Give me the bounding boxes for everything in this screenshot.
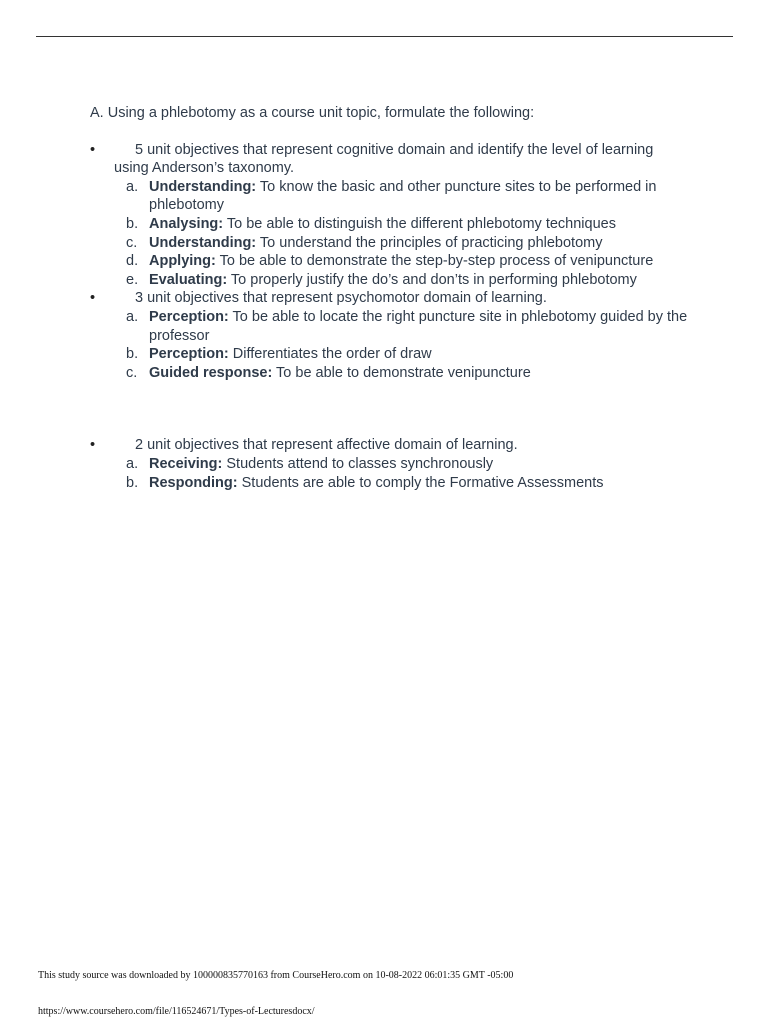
bullet-affective bbox=[90, 436, 690, 455]
list-item bbox=[90, 308, 690, 345]
blank-space bbox=[90, 382, 690, 436]
list-item bbox=[90, 364, 690, 383]
list-item bbox=[90, 215, 690, 234]
objective-level: Evaluating: bbox=[149, 271, 228, 288]
bullet-icon: • bbox=[90, 290, 96, 307]
list-marker: b. bbox=[126, 474, 139, 491]
objective-level: Understanding: bbox=[149, 234, 257, 251]
objective-level: Perception: bbox=[149, 308, 229, 325]
objective-description: To be able to locate the right puncture site in phlebotomy guided by the professor bbox=[149, 308, 688, 344]
objective-level: Guided response: bbox=[149, 364, 273, 381]
list-item bbox=[90, 178, 690, 215]
list-marker: c. bbox=[126, 364, 138, 381]
bullet-text: 2 unit objectives that represent affective domain of learning. bbox=[135, 437, 518, 454]
top-divider bbox=[36, 36, 733, 37]
objective-level: Understanding: bbox=[149, 178, 257, 195]
objective-description: To properly justify the do’s and don’ts in performing phlebotomy bbox=[227, 271, 637, 288]
bullet-text: 5 unit objectives that represent cognitive domain and identify the level of learning using Anderson’s taxonomy. bbox=[114, 141, 654, 177]
list-marker: d. bbox=[126, 253, 139, 270]
bullet-psychomotor bbox=[90, 289, 690, 308]
bullet-icon: • bbox=[90, 437, 96, 454]
objective-description: Students are able to comply the Formative Assessments bbox=[237, 474, 604, 491]
objective-description: Students attend to classes synchronously bbox=[222, 455, 494, 472]
affective-objectives-list bbox=[90, 455, 690, 492]
objective-level: Applying: bbox=[149, 253, 216, 270]
download-notice: This study source was downloaded by 100000835770163 from CourseHero.com on 10-08-2022 06:01:35 GMT -05:00 bbox=[38, 970, 514, 981]
list-item bbox=[90, 271, 690, 290]
list-marker: a. bbox=[126, 455, 139, 472]
bullet-text: 3 unit objectives that represent psychomotor domain of learning. bbox=[135, 290, 547, 307]
objective-description: Differentiates the order of draw bbox=[228, 346, 432, 363]
objective-level: Perception: bbox=[149, 346, 229, 363]
psychomotor-objectives-list bbox=[90, 308, 690, 382]
list-item bbox=[90, 474, 690, 493]
list-item bbox=[90, 252, 690, 271]
list-marker: e. bbox=[126, 271, 139, 288]
document-body bbox=[90, 104, 690, 492]
source-url[interactable]: https://www.coursehero.com/file/116524671/Types-of-Lecturesdocx/ bbox=[38, 1006, 315, 1017]
list-marker: b. bbox=[126, 346, 139, 363]
list-item bbox=[90, 234, 690, 253]
objective-level: Responding: bbox=[149, 474, 238, 491]
list-marker: a. bbox=[126, 308, 139, 325]
list-marker: b. bbox=[126, 215, 139, 232]
cognitive-objectives-list bbox=[90, 178, 690, 290]
section-heading: A. Using a phlebotomy as a course unit topic, formulate the following: bbox=[90, 105, 535, 121]
objective-description: To be able to demonstrate venipuncture bbox=[272, 364, 531, 381]
bullet-icon: • bbox=[90, 141, 96, 158]
list-item bbox=[90, 345, 690, 364]
list-marker: a. bbox=[126, 178, 139, 195]
bullet-cognitive bbox=[90, 141, 690, 178]
objective-description: To be able to demonstrate the step-by-step process of venipuncture bbox=[215, 253, 654, 270]
objective-description: To be able to distinguish the different phlebotomy techniques bbox=[223, 215, 616, 232]
objective-level: Analysing: bbox=[149, 215, 224, 232]
list-item bbox=[90, 455, 690, 474]
objective-level: Receiving: bbox=[149, 455, 223, 472]
objective-description: To understand the principles of practicing phlebotomy bbox=[256, 234, 603, 251]
list-marker: c. bbox=[126, 234, 138, 251]
objective-description: To know the basic and other puncture sites to be performed in phlebotomy bbox=[149, 178, 657, 214]
